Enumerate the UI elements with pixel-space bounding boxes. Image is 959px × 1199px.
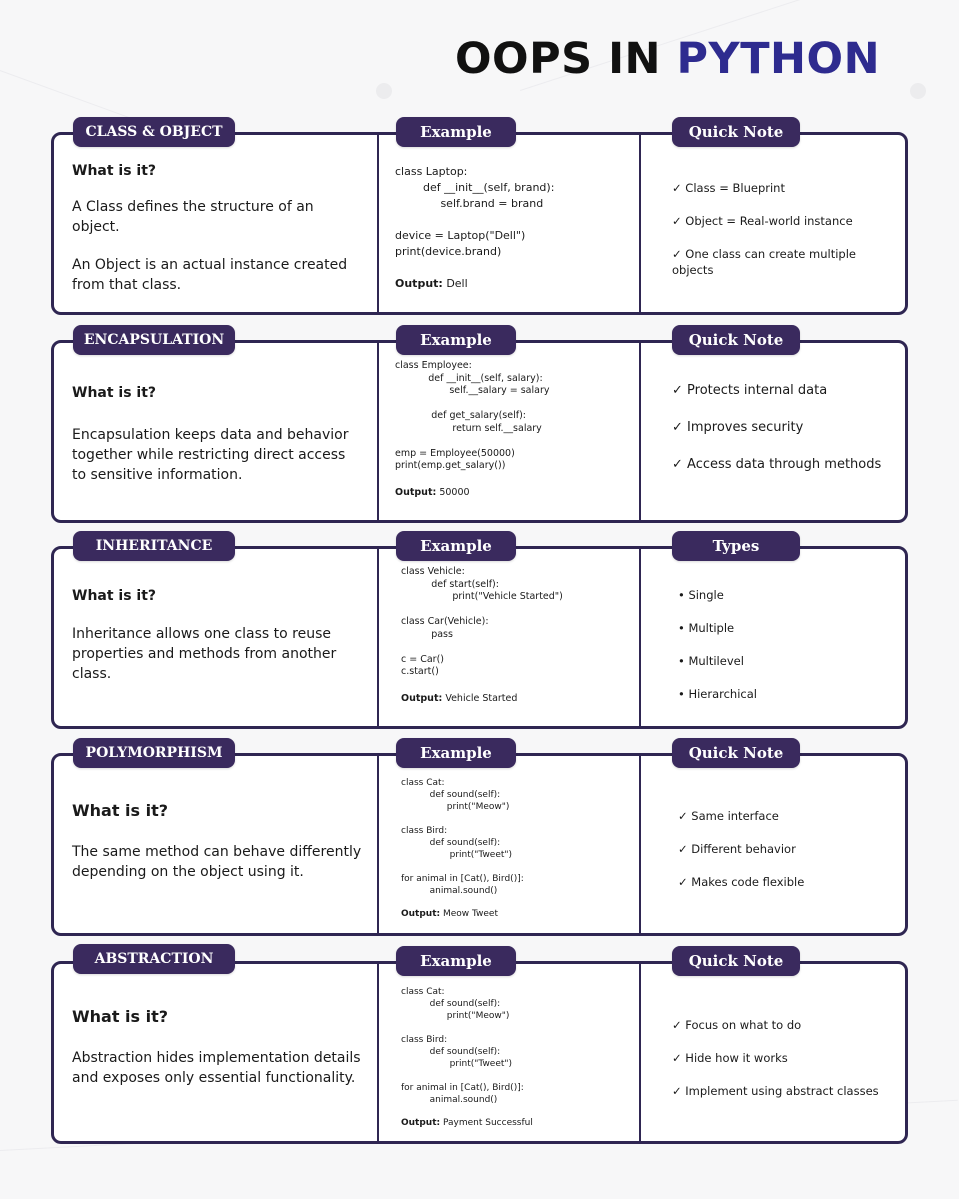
note-item: • Single	[678, 588, 724, 602]
column-divider	[639, 135, 641, 312]
example-column	[401, 986, 636, 1128]
section-heading: ENCAPSULATION	[73, 325, 235, 355]
section-heading: POLYMORPHISM	[73, 738, 235, 768]
description: Encapsulation keeps data and behavior together while restricting direct access to sensitive information.	[72, 427, 349, 483]
note-column	[672, 180, 892, 295]
concept-column	[72, 385, 362, 485]
column-divider	[639, 964, 641, 1141]
code-example: class Employee: def __init__(self, salary): self.__salary = salary def get_salary(self): return self.__salary emp = Employee(50000) print(emp.get_salary())	[395, 360, 550, 471]
output-line	[395, 487, 630, 498]
background-dot	[376, 83, 392, 99]
section-class-object	[51, 117, 908, 315]
note-item: ✓ Implement using abstract classes	[672, 1084, 879, 1098]
output-line	[395, 277, 630, 290]
what-is-it-label: What is it?	[72, 163, 157, 179]
note-label: Types	[672, 531, 800, 561]
column-divider	[377, 964, 379, 1141]
description: The same method can behave differently depending on the object using it.	[72, 844, 362, 880]
note-item: ✓ Focus on what to do	[672, 1018, 802, 1032]
section-inheritance	[51, 531, 908, 729]
section-polymorphism	[51, 738, 908, 936]
section-heading: INHERITANCE	[73, 531, 235, 561]
description: An Object is an actual instance created from that class.	[72, 257, 348, 293]
output-label: Output:	[395, 486, 437, 498]
code-example: class Cat: def sound(self): print("Meow") class Bird: def sound(self): print("Tweet") for animal in [Cat(), Bird()]: animal.sound()	[401, 778, 524, 896]
code-example: class Laptop: def __init__(self, brand): self.brand = brand device = Laptop("Dell") print(device.brand)	[395, 165, 555, 258]
note-column	[678, 587, 898, 719]
note-item: ✓ Improves security	[672, 420, 804, 435]
note-item: ✓ Same interface	[678, 809, 779, 823]
note-item: • Multiple	[678, 621, 735, 635]
note-label: Quick Note	[672, 325, 800, 355]
column-divider	[377, 549, 379, 726]
example-column	[395, 164, 630, 290]
what-is-it-label: What is it?	[72, 588, 157, 604]
note-item: ✓ Protects internal data	[672, 383, 828, 398]
section-heading: CLASS & OBJECT	[73, 117, 235, 147]
concept-column	[72, 588, 362, 684]
note-item: ✓ Different behavior	[678, 842, 796, 856]
column-divider	[377, 343, 379, 520]
section-abstraction	[51, 944, 908, 1144]
example-label: Example	[396, 325, 516, 355]
note-item: ✓ One class can create multiple objects	[672, 247, 856, 277]
code-example: class Vehicle: def start(self): print("Vehicle Started") class Car(Vehicle): pass c = Car() c.start()	[401, 566, 563, 677]
note-item: • Hierarchical	[678, 687, 757, 701]
example-column	[401, 777, 636, 919]
what-is-it-label: What is it?	[72, 1007, 169, 1026]
note-column	[672, 381, 892, 492]
column-divider	[377, 135, 379, 312]
title-part-2: PYTHON	[676, 34, 881, 84]
output-label: Output:	[401, 909, 441, 919]
section-encapsulation	[51, 325, 908, 523]
what-is-it-label: What is it?	[72, 801, 169, 820]
note-label: Quick Note	[672, 117, 800, 147]
output-line	[401, 909, 636, 919]
column-divider	[639, 343, 641, 520]
concept-column	[72, 1007, 362, 1088]
background-dot	[910, 83, 926, 99]
note-item: ✓ Class = Blueprint	[672, 181, 785, 195]
concept-column	[72, 163, 362, 295]
output-line	[401, 1118, 636, 1128]
note-item: ✓ Hide how it works	[672, 1051, 788, 1065]
output-line	[401, 693, 636, 704]
column-divider	[639, 756, 641, 933]
description: A Class defines the structure of an object.	[72, 199, 314, 235]
output-value: Vehicle Started	[445, 692, 518, 704]
section-heading: ABSTRACTION	[73, 944, 235, 974]
output-value: 50000	[439, 486, 470, 498]
what-is-it-label: What is it?	[72, 385, 157, 401]
example-label: Example	[396, 738, 516, 768]
note-label: Quick Note	[672, 738, 800, 768]
note-item: ✓ Makes code flexible	[678, 875, 805, 889]
page-title	[455, 34, 880, 84]
note-item: ✓ Object = Real-world instance	[672, 214, 853, 228]
example-label: Example	[396, 117, 516, 147]
note-item: • Multilevel	[678, 654, 744, 668]
output-value: Dell	[446, 277, 468, 290]
note-label: Quick Note	[672, 946, 800, 976]
code-example: class Cat: def sound(self): print("Meow") class Bird: def sound(self): print("Tweet") for animal in [Cat(), Bird()]: animal.sound()	[401, 987, 524, 1105]
column-divider	[639, 549, 641, 726]
output-value: Payment Successful	[443, 1118, 533, 1128]
output-label: Output:	[401, 1118, 441, 1128]
example-label: Example	[396, 531, 516, 561]
note-column	[678, 808, 898, 907]
output-label: Output:	[395, 277, 443, 290]
example-column	[401, 566, 636, 704]
description: Inheritance allows one class to reuse properties and methods from another class.	[72, 626, 337, 682]
title-part-1: OOPS IN	[455, 34, 662, 84]
example-column	[395, 360, 630, 498]
description: Abstraction hides implementation details and exposes only essential functionality.	[72, 1050, 361, 1086]
note-item: ✓ Access data through methods	[672, 457, 882, 472]
example-label: Example	[396, 946, 516, 976]
output-value: Meow Tweet	[443, 909, 499, 919]
column-divider	[377, 756, 379, 933]
output-label: Output:	[401, 692, 443, 704]
note-column	[672, 1017, 892, 1116]
concept-column	[72, 801, 362, 882]
